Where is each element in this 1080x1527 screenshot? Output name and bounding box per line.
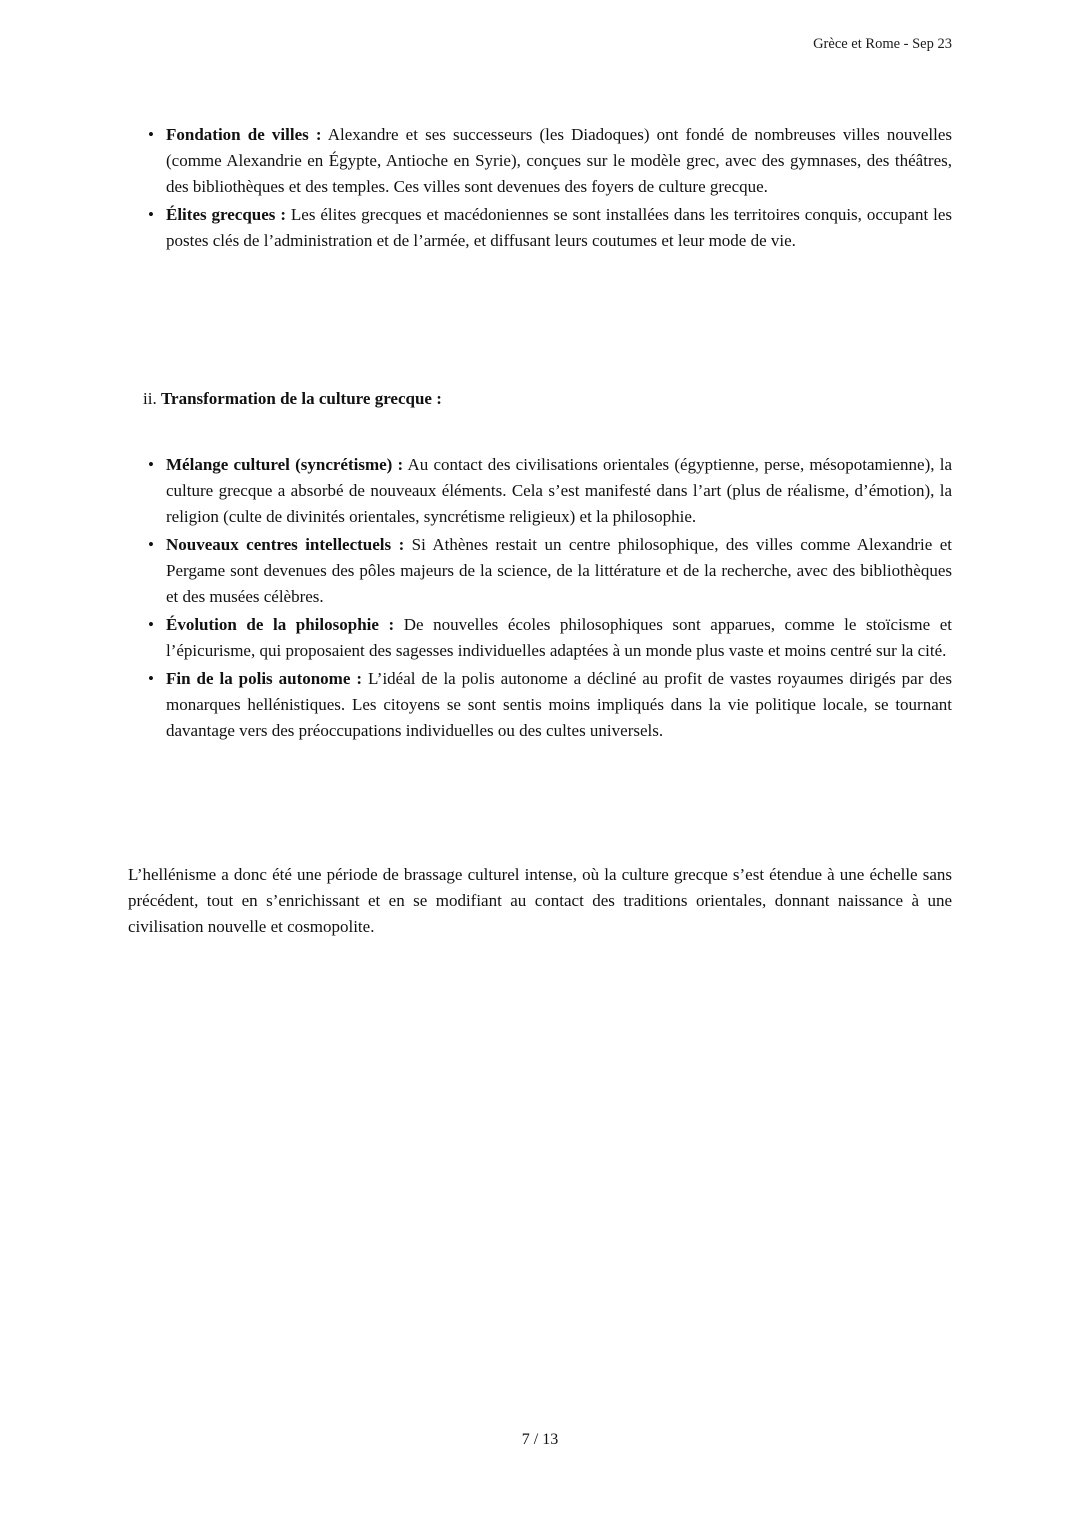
term-label: Élites grecques : bbox=[166, 205, 286, 224]
term-label: Fin de la polis autonome : bbox=[166, 669, 363, 688]
list-item bbox=[128, 122, 952, 200]
bullet-icon: • bbox=[148, 125, 154, 144]
closing-paragraph: L’hellénisme a donc été une période de brassage culturel intense, où la culture grecque s’est étendue à une échelle sans précédent, tout en s’enrichissant et en se modifiant au contact des traditions orientales, donnant naissance à une civilisation nouvelle et cosmopolite. bbox=[128, 865, 952, 936]
term-label: Évolution de la philosophie : bbox=[166, 615, 395, 634]
header-title: Grèce et Rome - Sep 23 bbox=[813, 36, 952, 52]
section-heading bbox=[128, 386, 952, 412]
term-label: Mélange culturel (syncrétisme) : bbox=[166, 455, 404, 474]
page-number: 7 / 13 bbox=[521, 1431, 559, 1448]
item-text: Les élites grecques et macédoniennes se sont installées dans les territoires conquis, occupant les postes clés de l’administration et de l’armée, et diffusant leurs coutumes et leur mode de vie. bbox=[166, 205, 952, 250]
bullet-list bbox=[128, 452, 952, 744]
term-label: Fondation de villes : bbox=[166, 125, 322, 144]
item-text: Alexandre et ses successeurs (les Diadoques) ont fondé de nombreuses villes nouvelles (comme Alexandrie en Égypte, Antioche en Syrie), conçues sur le modèle grec, avec des gymnases, des théâtres, des bibliothèques et des temples. Ces villes sont devenues des foyers de culture grecque. bbox=[166, 125, 953, 196]
term-label: Nouveaux centres intellectuels : bbox=[166, 535, 405, 554]
page-header bbox=[128, 34, 952, 54]
list-item bbox=[128, 612, 952, 664]
bullet-icon: • bbox=[148, 455, 154, 474]
heading-text: Transformation de la culture grecque : bbox=[160, 389, 442, 408]
bullet-list bbox=[128, 122, 952, 254]
list-item bbox=[128, 666, 952, 744]
bullet-icon: • bbox=[148, 615, 154, 634]
bullet-icon: • bbox=[148, 205, 154, 224]
list-item bbox=[128, 532, 952, 610]
culture-transformation-list-section bbox=[128, 452, 952, 744]
item-text: L’idéal de la polis autonome a décliné au profit de vastes royaumes dirigés par des monarques hellénistiques. Les citoyens se sont sentis moins impliqués dans la vie politique locale, se tournant davantage vers des préoccupations individuelles ou des cultes universels. bbox=[166, 669, 952, 740]
hellenistic-impact-list-section bbox=[128, 122, 952, 254]
list-item bbox=[128, 452, 952, 530]
item-text: De nouvelles écoles philosophiques sont apparues, comme le stoïcisme et l’épicurisme, qui proposaient des sagesses individuelles adaptées à un monde plus vaste et moins centré sur la cité. bbox=[166, 615, 953, 660]
item-text: Si Athènes restait un centre philosophique, des villes comme Alexandrie et Pergame sont devenues des pôles majeurs de la science, de la littérature et de la recherche, avec des bibliothèques et des musées célèbres. bbox=[166, 535, 953, 606]
item-text: Au contact des civilisations orientales (égyptienne, perse, mésopotamienne), la culture grecque a absorbé de nouveaux éléments. Cela s’est manifesté dans l’art (plus de réalisme, d’émotion), la religion (culte de divinités orientales, syncrétisme religieux) et la philosophie. bbox=[166, 455, 952, 526]
heading-number: ii. bbox=[143, 389, 157, 408]
bullet-icon: • bbox=[148, 535, 154, 554]
page-footer bbox=[0, 1428, 1080, 1452]
bullet-icon: • bbox=[148, 669, 154, 688]
list-item bbox=[128, 202, 952, 254]
